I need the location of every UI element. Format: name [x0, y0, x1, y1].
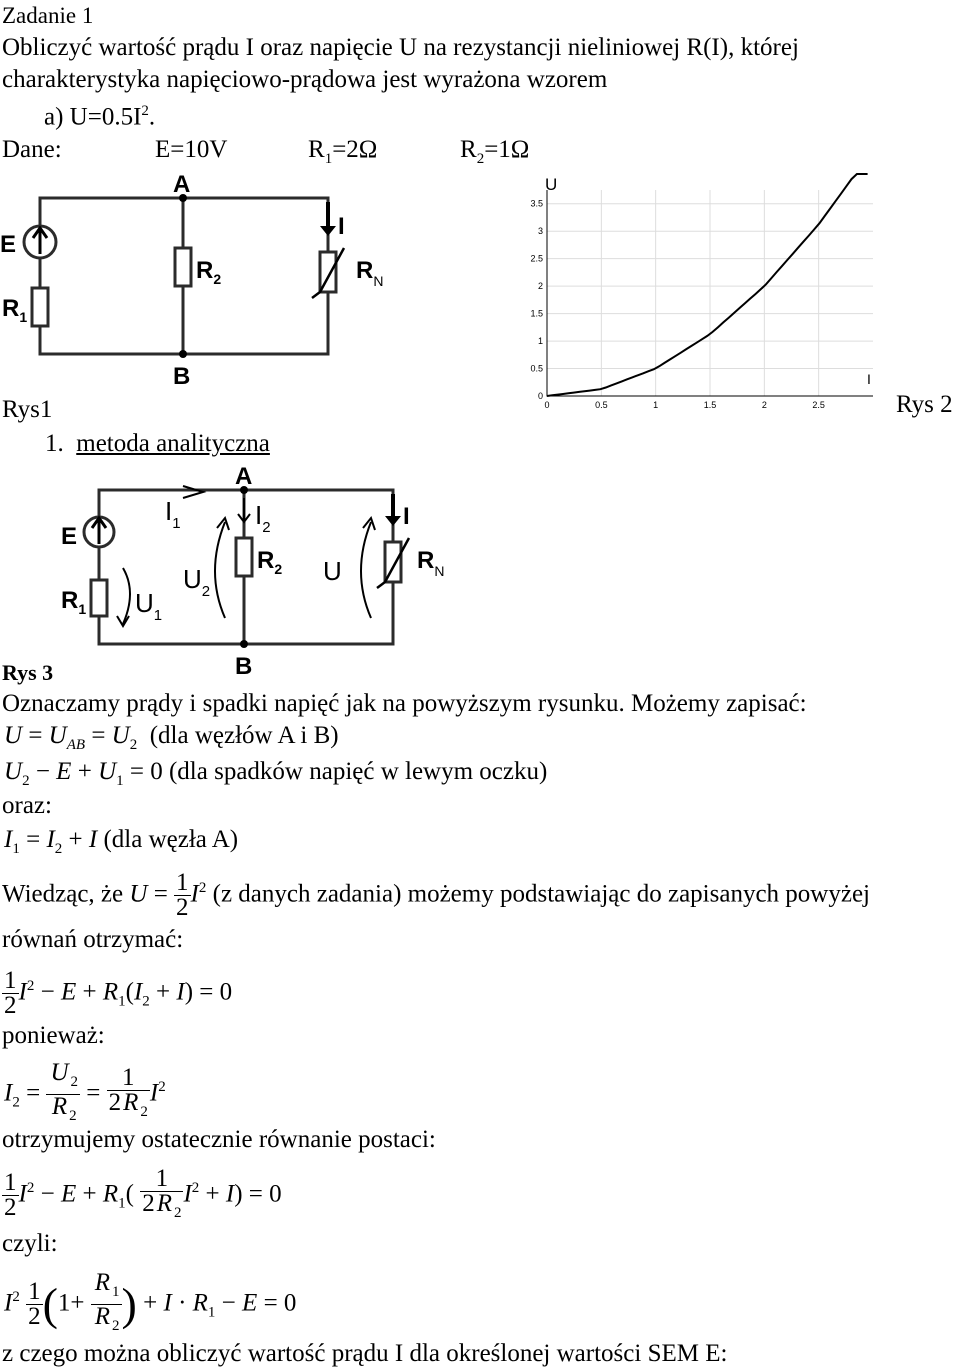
chart-x-tick-label: 1.5: [703, 400, 717, 410]
chart-y-tick-label: 2: [537, 281, 543, 292]
equation-7: $I^2$ $\frac{1}{2}$ (1+ $\frac{R _1}{R _2}$ ) + $I \cdot R_1 - E = 0$: [4, 1269, 297, 1335]
fig1-caption: Rys1: [2, 396, 53, 423]
chart-x-tick-label: 2: [761, 400, 767, 410]
fig1-label-I: I: [338, 213, 345, 240]
chart-x-axis-label: I: [867, 371, 871, 387]
given-R1: $R_1=2\Omega$: [308, 136, 378, 167]
fig1-label-B: B: [173, 363, 191, 390]
fig3-label-A: A: [235, 463, 253, 490]
fig3-label-E: E: [61, 523, 78, 550]
fig3-label-I: I: [403, 503, 410, 530]
chart-y-tick-label: 0.5: [530, 363, 543, 374]
intro-text: Oznaczamy prądy i spadki napięć jak na powyższym rysunku. Możemy zapisać:: [2, 690, 807, 717]
fig3-label-I2: $I_2$: [255, 500, 271, 536]
equation-6: $\frac{1}{2}$ $I^2 - E + R_1$( $\frac{1}{2R _2}$ $I^2 + I) = 0$: [4, 1164, 282, 1222]
section-heading: 1. metoda analityczna: [45, 430, 270, 457]
chart-x-tick-label: 1: [653, 400, 659, 410]
knowing-line: Wiedząc, że U = $\frac{1}{2}$ $I^2$ (z danych zadania) możemy podstawiając do zapisanych powyżej: [2, 869, 870, 922]
equations-get-text: równań otrzymać:: [2, 926, 184, 953]
given-E: E=10V: [155, 136, 228, 163]
chart-x-tick-label: 2.5: [812, 400, 825, 410]
task-title: Zadanie 1: [2, 3, 94, 28]
task-line-2: charakterystyka napięciowo-prądowa jest wyrażona wzorem: [2, 66, 608, 93]
fig3-label-I1: $I_1$: [165, 496, 181, 532]
chart-x-tick-label: 0: [544, 400, 550, 410]
finally-text: otrzymujemy ostatecznie równanie postaci:: [2, 1126, 436, 1153]
fig1-label-RN: $R_N$: [356, 257, 384, 289]
fig3-label-R2: $R_2$: [257, 547, 283, 577]
fig1-label-A: A: [173, 171, 191, 198]
fig3-label-R1: $R_1$: [61, 587, 87, 617]
fig1-label-R2: $R_2$: [196, 257, 222, 287]
chart-x-tick-label: 0.5: [595, 400, 608, 410]
equation-3: $I_1 = I_2 + I$ (dla węzła A): [4, 826, 239, 857]
circuit-figure-3: [55, 462, 480, 687]
chart-y-tick-label: 3.5: [530, 198, 543, 209]
fig1-label-E: E: [0, 231, 17, 258]
chart-y-tick-label: 0: [537, 391, 543, 401]
fig1-label-R1: $R_1$: [2, 295, 28, 325]
circuit-figure-1: [0, 170, 420, 400]
i-e-text: czyli:: [2, 1230, 58, 1257]
fig3-label-RN: $R_N$: [417, 547, 445, 579]
last-text: z czego można obliczyć wartość prądu I dla określonej wartości SEM E:: [2, 1340, 728, 1367]
chart-y-tick-label: 3: [537, 226, 543, 237]
oraz-text: oraz:: [2, 792, 52, 819]
equation-5: $I_2$ = $\frac{U _2}{R _2}$ = $\frac{1}{2R _2}$ $I^2$: [4, 1059, 166, 1125]
chart-y-tick-label: 1: [537, 336, 543, 347]
fig3-caption: Rys 3: [2, 660, 54, 685]
fig3-label-U: U: [323, 556, 342, 586]
because-text: ponieważ:: [2, 1022, 105, 1049]
equation-2: $U_2 - E + U_1 = 0$ (dla spadków napięć w lewym oczku): [4, 758, 548, 789]
fig3-label-U2: $U_2$: [183, 564, 211, 600]
chart-y-tick-label: 2.5: [530, 253, 543, 264]
task-item-a: a) $U=0.5I^2$.: [44, 103, 156, 131]
chart-y-tick-label: 1.5: [530, 308, 543, 319]
fig3-label-B: B: [235, 653, 253, 680]
fig2-caption: Rys 2: [896, 391, 953, 418]
given-label: Dane:: [2, 136, 62, 163]
task-line-1: Obliczyć wartość prądu I oraz napięcie U na rezystancji nieliniowej R(I), której: [2, 34, 799, 61]
chart-figure-2: [515, 170, 900, 410]
equation-1: $U = U_{AB} = U_2$ (dla węzłów A i B): [4, 722, 339, 753]
fig3-label-U1: $U_1$: [135, 588, 163, 624]
given-R2: $R_2=1\Omega$: [460, 136, 530, 167]
equation-4: $\frac{1}{2}$ $I^2 - E + R_1(I_2 + I) = 0$: [4, 967, 233, 1020]
chart-y-axis-label: U: [545, 175, 558, 194]
